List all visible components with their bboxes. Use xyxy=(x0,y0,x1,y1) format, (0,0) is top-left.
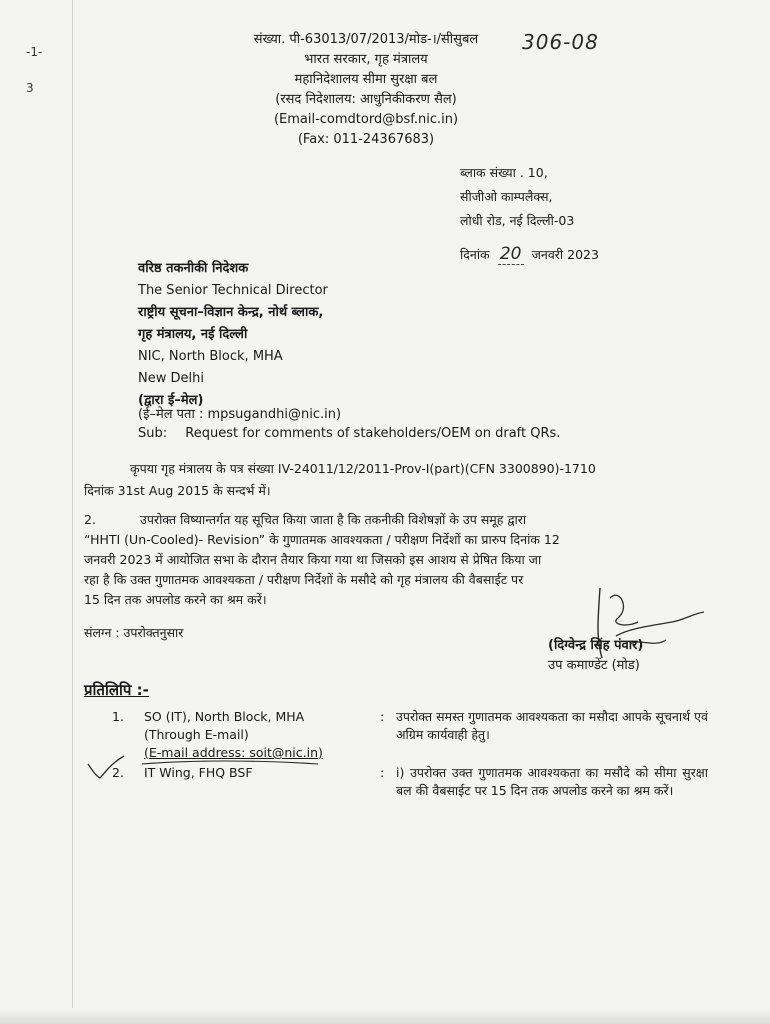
recipient-city: New Delhi xyxy=(138,371,204,386)
handwritten-reference: 306-08 xyxy=(522,30,599,54)
copy-recipient-line: SO (IT), North Block, MHA xyxy=(144,709,305,724)
header-cell: (रसद निदेशालय: आधुनिकीकरण सैल) xyxy=(275,92,457,107)
header-fax: (Fax: 011-24367683) xyxy=(297,132,435,147)
address-line: सीजीओ काम्पलैक्स, xyxy=(460,189,553,204)
recipient-title-hindi: वरिष्ठ तकनीकी निदेशक xyxy=(138,261,249,276)
date-month-year: जनवरी 2023 xyxy=(531,247,599,262)
paragraph-1 xyxy=(84,458,696,502)
copy-recipient-line: (Through E-mail) xyxy=(144,727,249,742)
letter-date xyxy=(460,244,599,265)
paragraph-2-line: “HHTI (Un-Cooled)- Revision” के गुणातमक आवश्यकता / परीक्षण निर्देशों का प्रारुप दिनांक 12 xyxy=(84,532,560,547)
paragraph-number: 2. xyxy=(84,512,96,527)
copy-separator: : xyxy=(380,765,385,780)
margin-marks xyxy=(26,34,42,106)
signatory-name: (दिग्वेन्द्र सिंह पंवार) xyxy=(548,638,644,653)
copy-recipient-email: (E-mail address: soit@nic.in) xyxy=(144,745,323,760)
margin-mark: -1- xyxy=(26,45,43,59)
recipient-org-hindi: राष्ट्रीय सूचना–विज्ञान केन्द्र, नोर्थ ब्लाक, xyxy=(138,305,324,320)
date-day-handwritten: 20 xyxy=(498,244,524,265)
copy-row-number: 2. xyxy=(112,765,124,780)
subject-text: Request for comments of stakeholders/OEM on draft QRs. xyxy=(185,426,561,441)
recipient-org-english: NIC, North Block, MHA xyxy=(138,349,283,364)
recipient-title-english: The Senior Technical Director xyxy=(138,283,328,298)
subject-label: Sub: xyxy=(138,426,168,441)
paragraph-2-line: रहा है कि उक्त गुणातमक आवश्यकता / परीक्षण निर्देशों के मसौदे को गृह मंत्रालय की वैबसाईट पर xyxy=(84,572,524,587)
header-ministry: भारत सरकार, गृह मंत्रालय xyxy=(304,52,428,67)
address-line: लोधी रोड, नई दिल्ली-03 xyxy=(460,213,575,228)
paragraph-2-line: 15 दिन तक अपलोड करने का श्रम करें। xyxy=(84,592,267,607)
header-directorate: महानिदेशालय सीमा सुरक्षा बल xyxy=(294,72,438,87)
copy-note: उपरोक्त समस्त गुणातमक आवश्यकता का मसौदा आपके सूचनार्थ एवं अग्रिम कार्यवाही हेतु। xyxy=(396,709,708,742)
copy-recipient-line: IT Wing, FHQ BSF xyxy=(144,765,253,780)
signature-block xyxy=(548,636,643,676)
paragraph-1-line: दिनांक 31st Aug 2015 के सन्दर्भ में। xyxy=(84,483,271,498)
copy-to-row xyxy=(112,708,712,764)
margin-mark: 3 xyxy=(26,81,34,95)
signatory-designation: उप कमाण्डेंट (मोड) xyxy=(548,658,640,673)
copy-row-number: 1. xyxy=(112,709,124,724)
header-email: (Email-comdtord@bsf.nic.in) xyxy=(273,112,459,127)
paragraph-2-line: जनवरी 2023 में आयोजित सभा के दौरान तैयार किया गया था जिसको इस आशय से प्रेषित किया जा xyxy=(84,552,542,567)
handwritten-tick-icon xyxy=(86,754,126,780)
copy-note: i) उपरोक्त उक्त गुणातमक आवश्यकता का मसौदे को सीमा सुरक्षा बल की वैबसाईट पर 15 दिन तक अपलोड करने का श्रम करें। xyxy=(396,765,708,798)
recipient-ministry-hindi: गृह मंत्रालय, नई दिल्ली xyxy=(138,327,248,342)
paragraph-1-line: कृपया गृह मंत्रालय के पत्र संख्या IV-24011/12/2011-Prov-I(part)(CFN 3300890)-1710 xyxy=(130,461,596,476)
address-line: ब्लाक संख्या . 10, xyxy=(460,165,548,180)
copy-separator: : xyxy=(380,709,385,724)
recipient-block xyxy=(138,258,328,412)
recipient-via: (द्वारा ई–मेल) xyxy=(138,393,204,408)
sender-address xyxy=(460,161,574,233)
scan-bottom-edge xyxy=(0,1008,770,1024)
enclosure-note: संलग्न : उपरोक्तनुसार xyxy=(84,625,184,640)
copy-recipient xyxy=(144,708,364,762)
reference-number: संख्या. पी-63013/07/2013/मोड-।/सीसुबल xyxy=(253,32,479,47)
copy-to-heading: प्रतिलिपि :- xyxy=(84,681,149,699)
recipient-email: (ई–मेल पता : mpsugandhi@nic.in) xyxy=(138,407,342,422)
letter-header xyxy=(232,30,500,150)
paragraph-2-line: उपरोक्त विष्यान्तर्गत यह सूचित किया जाता है कि तकनीकी विशेषज्ञों के उप समूह द्वारा xyxy=(140,512,527,527)
scan-edge-line xyxy=(72,0,73,1024)
copy-to-row xyxy=(112,764,712,820)
subject-line xyxy=(138,426,560,441)
date-label: दिनांक xyxy=(460,247,490,262)
handwritten-underline-icon xyxy=(140,758,320,768)
